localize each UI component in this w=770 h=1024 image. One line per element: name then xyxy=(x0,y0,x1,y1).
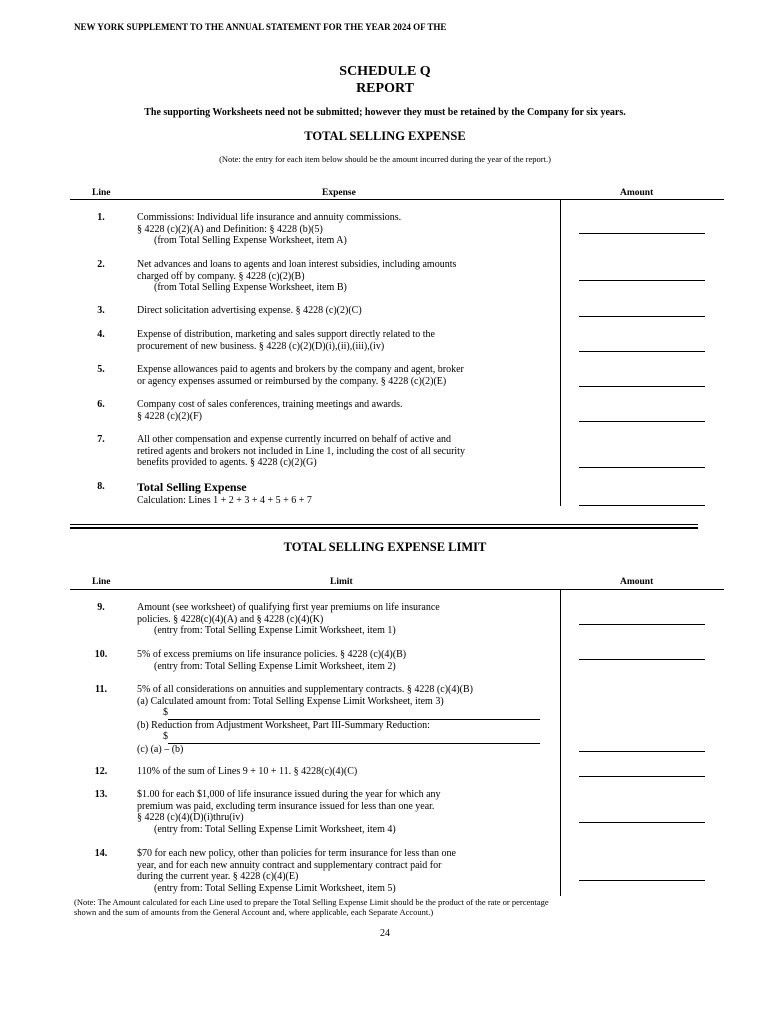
amount-field[interactable] xyxy=(579,386,705,387)
line-number: 14. xyxy=(94,848,108,859)
reduction-amount-field[interactable] xyxy=(168,731,540,744)
line-number: 11. xyxy=(95,684,107,695)
line-description: 110% of the sum of Lines 9 + 10 + 11. § 4228(c)(4)(C) xyxy=(137,766,358,777)
amount-field[interactable] xyxy=(579,351,705,352)
col-amount-header: Amount xyxy=(620,577,654,587)
section1-title: TOTAL SELLING EXPENSE xyxy=(304,129,466,143)
col-line-header: Line xyxy=(92,188,111,198)
line-number: 12. xyxy=(94,766,108,777)
amount-field[interactable] xyxy=(579,316,705,317)
line-number: 5. xyxy=(97,364,105,375)
line-description: Expense of distribution, marketing and sales support directly related to the procurement of new business. § 4228 (c)(2)(D)(i),(ii),(iii),(iv) xyxy=(137,329,435,352)
line-number: 4. xyxy=(97,329,105,340)
line-description: 5% of all considerations on annuities and supplementary contracts. § 4228 (c)(4)(B) (a) Calculated amount from: Total Selling Expense Limit Worksheet, item 3) $ (b) Reduction from Adjustment Worksheet, Part III-Summary Reduction: $ (c) (a) – (b) xyxy=(137,684,540,756)
col-limit-header: Limit xyxy=(330,577,353,587)
line-number: 6. xyxy=(97,399,105,410)
total-selling-expense-label: Total Selling Expense xyxy=(137,480,247,494)
line-number: 1. xyxy=(97,212,105,223)
header-rule xyxy=(70,199,724,200)
section2-title: TOTAL SELLING EXPENSE LIMIT xyxy=(283,540,487,554)
line-description: Amount (see worksheet) of qualifying first year premiums on life insurance policies. § 4228(c)(4)(A) and § 4228 (c)(4)(K) (entry from: Total Selling Expense Limit Worksheet, item 1) xyxy=(137,602,440,637)
section-divider-thick xyxy=(70,527,698,529)
line-description: Direct solicitation advertising expense. § 4228 (c)(2)(C) xyxy=(137,305,362,316)
support-note: The supporting Worksheets need not be submitted; however they must be retained by the Company for six years. xyxy=(144,107,626,118)
amount-column-divider xyxy=(560,590,561,896)
col-line-header: Line xyxy=(92,577,111,587)
header-rule xyxy=(70,589,724,590)
line-description: 5% of excess premiums on life insurance policies. § 4228 (c)(4)(B) (entry from: Total Selling Expense Limit Worksheet, item 2) xyxy=(137,649,407,672)
line-description: Commissions: Individual life insurance and annuity commissions. § 4228 (c)(2)(A) and Definition: § 4228 (b)(5) (from Total Selling Expense Worksheet, item A) xyxy=(137,212,402,247)
section1-note: (Note: the entry for each item below should be the amount incurred during the year of the report.) xyxy=(219,154,551,164)
line-number: 2. xyxy=(97,259,105,270)
calculated-amount-field[interactable] xyxy=(168,707,540,720)
line-description: All other compensation and expense currently incurred on behalf of active and retired agents and brokers not included in Line 1, including the cost of all security benefits provided to agents. § 4228 (c)(2)(G) xyxy=(137,434,465,469)
amount-field[interactable] xyxy=(579,421,705,422)
line-description: Company cost of sales conferences, training meetings and awards. § 4228 (c)(2)(F) xyxy=(137,399,403,422)
amount-field[interactable] xyxy=(579,280,705,281)
amount-field[interactable] xyxy=(579,467,705,468)
line-number: 8. xyxy=(97,481,105,492)
total-calculation: Calculation: Lines 1 + 2 + 3 + 4 + 5 + 6 + 7 xyxy=(137,495,312,506)
line-number: 9. xyxy=(97,602,105,613)
line-number: 3. xyxy=(97,305,105,316)
amount-field[interactable] xyxy=(579,776,705,777)
schedule-subtitle: REPORT xyxy=(356,81,414,96)
line-number: 13. xyxy=(94,789,108,800)
section-divider xyxy=(70,524,698,525)
page-number: 24 xyxy=(380,928,390,939)
line-number: 7. xyxy=(97,434,105,445)
amount-field[interactable] xyxy=(579,233,705,234)
schedule-title: SCHEDULE Q xyxy=(339,64,431,79)
amount-field[interactable] xyxy=(579,624,705,625)
amount-field[interactable] xyxy=(579,751,705,752)
document-header: NEW YORK SUPPLEMENT TO THE ANNUAL STATEMENT FOR THE YEAR 2024 OF THE xyxy=(74,22,447,32)
col-expense-header: Expense xyxy=(322,188,356,198)
amount-column-divider xyxy=(560,200,561,506)
footnote: (Note: The Amount calculated for each Line used to prepare the Total Selling Expense Limit should be the product of the rate or percentage shown and the sum of amounts from the General Account and, where applicable, each Separate Account.) xyxy=(74,897,549,917)
line-description: Expense allowances paid to agents and brokers by the company and agent, broker or agency expenses assumed or reimbursed by the company. § 4228 (c)(2)(E) xyxy=(137,364,464,387)
amount-field[interactable] xyxy=(579,505,705,506)
line-description: $70 for each new policy, other than policies for term insurance for less than one year, and for each new annuity contract and supplementary contract paid for during the current year. § 4228 (c)(4)(E) (entry from: Total Selling Expense Limit Worksheet, item 5) xyxy=(137,848,456,894)
line-description: $1.00 for each $1,000 of life insurance issued during the year for which any premium was paid, excluding term insurance issued for less than one year. § 4228 (c)(4)(D)(i)thru(iv) (entry from: Total Selling Expense Limit Worksheet, item 4) xyxy=(137,789,441,835)
amount-field[interactable] xyxy=(579,659,705,660)
line-number: 10. xyxy=(94,649,108,660)
col-amount-header: Amount xyxy=(620,188,654,198)
amount-field[interactable] xyxy=(579,880,705,881)
line-description: Net advances and loans to agents and loan interest subsidies, including amounts charged off by company. § 4228 (c)(2)(B) (from Total Selling Expense Worksheet, item B) xyxy=(137,259,457,294)
amount-field[interactable] xyxy=(579,822,705,823)
